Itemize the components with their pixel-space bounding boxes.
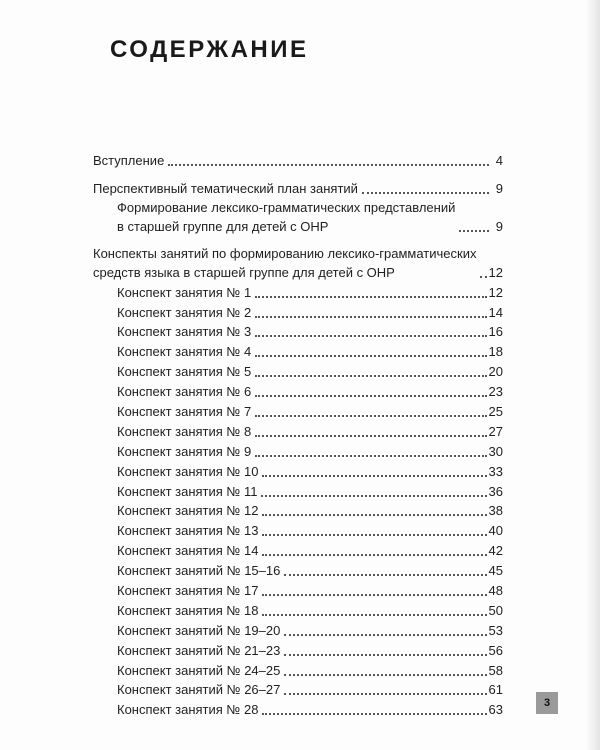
dot-leader [284,644,486,656]
toc-entry-label: Конспект занятия № 28 [117,702,259,718]
toc-entry-label: Конспект занятий № 19–20 [117,622,281,638]
toc-entry-lesson [93,600,503,620]
toc-entry-lesson [93,461,503,481]
toc-entry-page: 48 [488,583,503,599]
toc-entry-lesson [93,302,503,322]
toc-entry-label: Конспект занятия № 14 [117,543,259,559]
dot-leader [255,385,486,397]
toc-entry-page: 9 [495,180,503,196]
dot-leader [262,544,486,556]
toc-entry-page: 18 [488,344,503,360]
toc-entry-lesson [93,441,503,461]
toc-entry-lesson [93,361,503,381]
toc-entry-page: 12 [488,264,503,280]
toc-entry-label-line: в старшей группе для детей с ОНР [117,218,329,234]
toc-entry-lesson [93,421,503,441]
toc-entry-label: Конспект занятия № 4 [117,344,252,360]
toc-entry-label: Конспект занятий № 24–25 [117,662,281,678]
toc-entry-label: Конспект занятия № 13 [117,523,259,539]
toc-entry-page: 23 [488,384,503,400]
dot-leader [255,365,486,377]
toc-entry-label: Конспект занятия № 3 [117,324,252,340]
dot-leader [262,604,486,616]
dot-leader [255,345,486,357]
toc-entry-plan [93,178,503,198]
dot-leader [284,624,486,636]
toc-entry-page: 36 [488,483,503,499]
dot-leader [262,584,486,596]
toc-entry-label-line: средств языка в старшей группе для детей с ОНР [93,264,395,280]
toc-entry-lesson [93,282,503,302]
page-number-badge: 3 [536,692,558,714]
toc-entry-page: 58 [488,662,503,678]
toc-entry-lesson [93,680,503,700]
toc-entry-lesson [93,620,503,640]
toc-entry-page: 45 [488,563,503,579]
toc-entry-label-line: Формирование лексико-грамматических представлений [117,199,456,215]
toc-entry-page: 53 [488,622,503,638]
dot-leader [255,306,486,318]
toc-entry-page: 42 [488,543,503,559]
toc-entry-label: Конспект занятия № 10 [117,463,259,479]
toc-entry-label: Конспект занятия № 9 [117,443,252,459]
toc-entry-page: 50 [488,602,503,618]
dot-leader [284,664,486,676]
page-title: СОДЕРЖАНИЕ [110,36,309,63]
toc-entry-lesson [93,341,503,361]
toc-entry-page: 33 [488,463,503,479]
toc-entry-lesson [93,481,503,501]
toc-entry-label: Конспект занятия № 8 [117,423,252,439]
toc-entry-lesson-notes [93,244,503,282]
dot-leader [168,154,489,166]
dot-leader [480,266,486,278]
toc-entry-lesson [93,540,503,560]
toc-entry-lesson [93,640,503,660]
toc-entry-label-line: Конспекты занятий по формированию лексико-грамматических [93,245,477,261]
toc-entry-label [117,198,455,236]
toc-entry-page: 16 [488,324,503,340]
toc-entry-label [93,244,476,282]
toc-entry-page: 14 [488,304,503,320]
dot-leader [362,182,489,194]
toc-entry-label: Конспект занятия № 1 [117,284,252,300]
toc-entry-label: Конспект занятий № 21–23 [117,642,281,658]
page-edge-shadow [586,0,600,750]
toc-entry-page: 27 [488,423,503,439]
toc-entry-label: Конспект занятия № 7 [117,404,252,420]
toc-entry-lesson [93,401,503,421]
dot-leader [255,425,486,437]
lesson-list [93,282,503,720]
toc-entry-page: 12 [488,284,503,300]
dot-leader [262,504,486,516]
dot-leader [261,485,486,497]
dot-leader [255,286,486,298]
dot-leader [255,405,486,417]
toc-entry-label: Конспект занятия № 6 [117,384,252,400]
toc-entry-label: Конспект занятий № 15–16 [117,563,281,579]
dot-leader [255,325,486,337]
toc-entry-page: 25 [488,404,503,420]
toc-entry-lesson [93,501,503,521]
toc-entry-page: 56 [488,642,503,658]
toc-entry-page: 40 [488,523,503,539]
toc-entry-lesson [93,520,503,540]
toc-entry-label: Перспективный тематический план занятий [93,180,358,196]
toc-entry-lesson [93,580,503,600]
toc-entry-label: Конспект занятия № 2 [117,304,252,320]
toc-entry-lesson [93,322,503,342]
toc-entry-label: Вступление [93,152,165,168]
toc-entry-page: 4 [495,152,503,168]
toc-entry-page: 30 [488,443,503,459]
toc-entry-lesson [93,699,503,719]
table-of-contents [93,150,503,719]
toc-entry-page: 9 [495,218,503,234]
toc-entry-label: Конспект занятия № 5 [117,364,252,380]
dot-leader [284,683,486,695]
toc-entry-page: 63 [488,702,503,718]
dot-leader [262,465,486,477]
dot-leader [459,220,489,232]
toc-entry-lesson [93,381,503,401]
dot-leader [262,524,486,536]
toc-entry-label: Конспект занятия № 12 [117,503,259,519]
toc-entry-page: 38 [488,503,503,519]
toc-entry-formation [93,198,503,236]
toc-entry-label: Конспект занятия № 18 [117,602,259,618]
toc-entry-label: Конспект занятий № 26–27 [117,682,281,698]
dot-leader [284,564,486,576]
toc-entry-label: Конспект занятия № 17 [117,583,259,599]
toc-entry-intro [93,150,503,170]
toc-entry-page: 61 [488,682,503,698]
toc-entry-page: 20 [488,364,503,380]
toc-entry-lesson [93,560,503,580]
dot-leader [255,445,486,457]
toc-entry-label: Конспект занятия № 11 [117,483,258,499]
dot-leader [262,703,486,715]
toc-entry-lesson [93,660,503,680]
